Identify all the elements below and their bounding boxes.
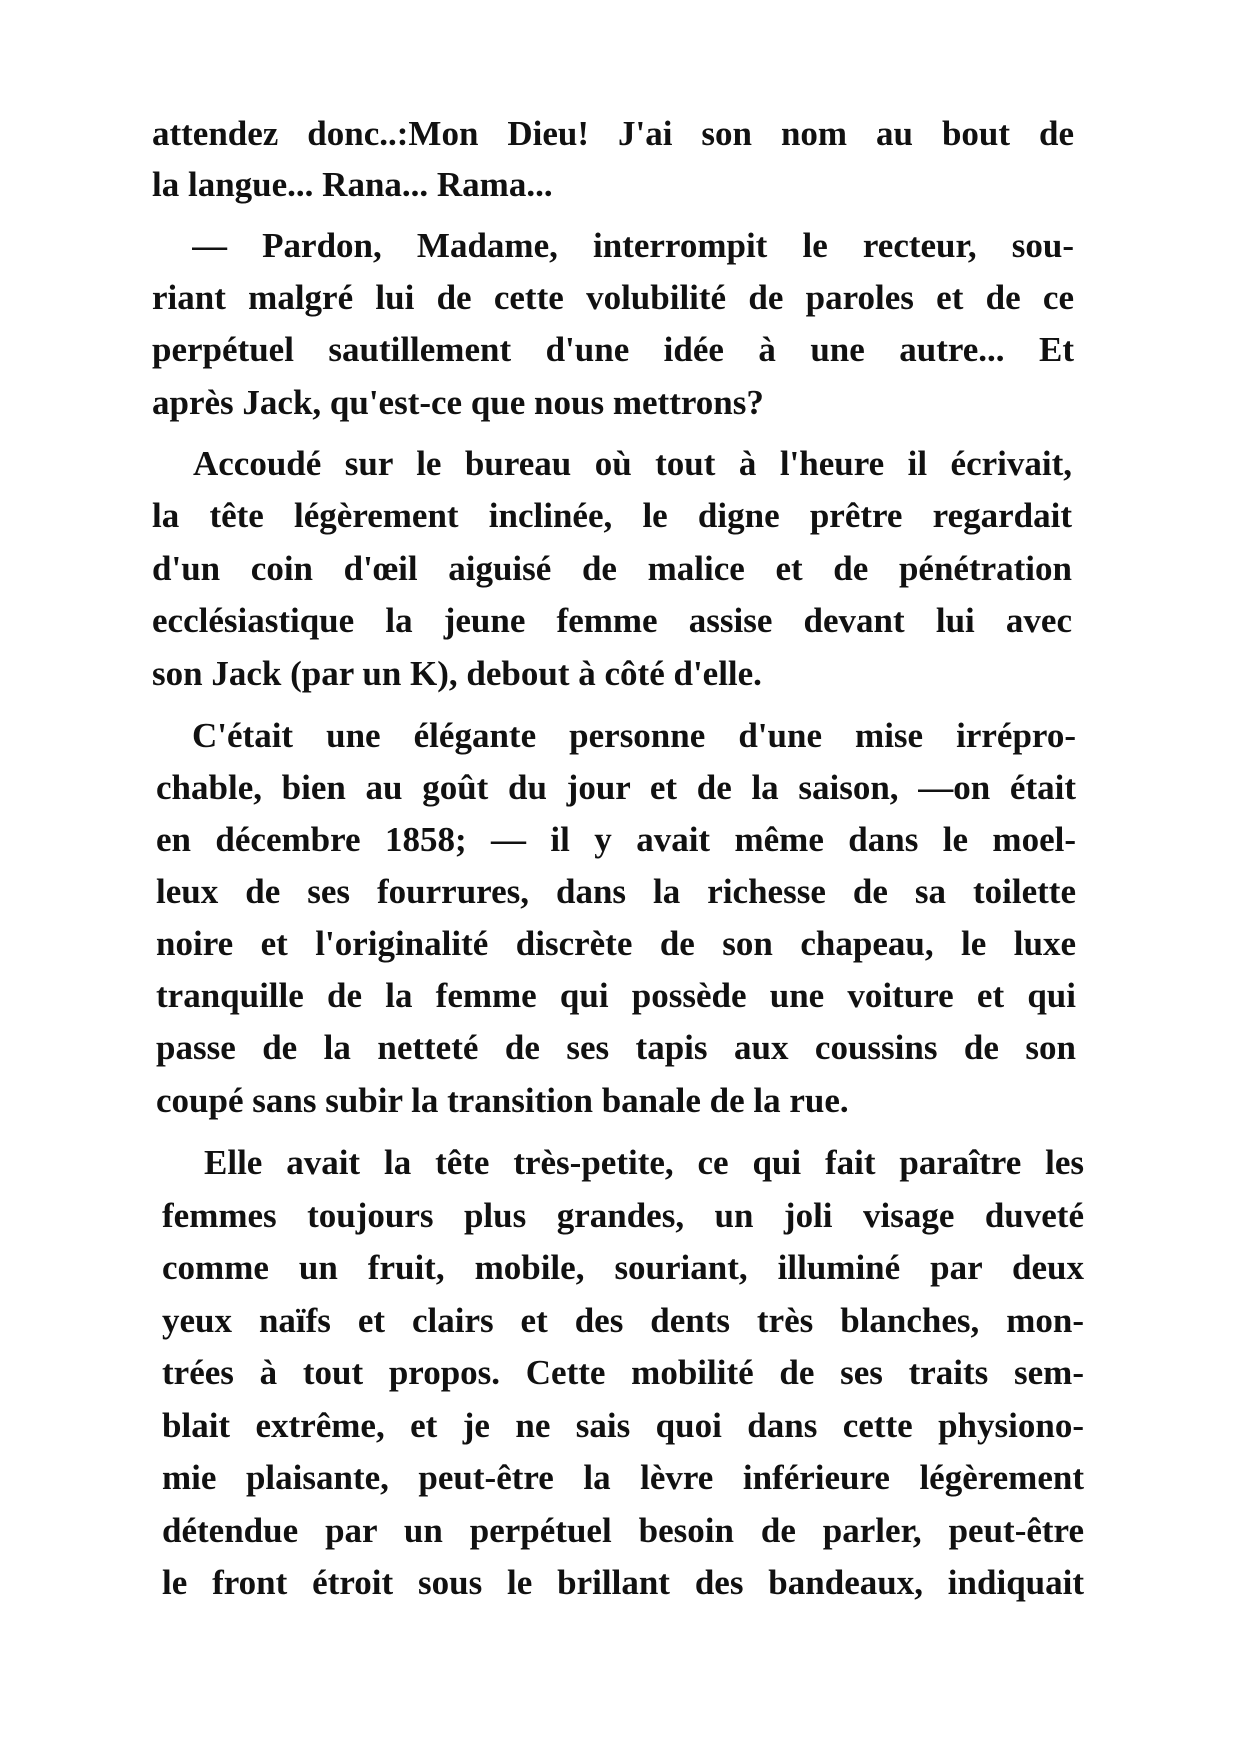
- text-line: femmes toujours plus grandes, un joli visage duveté: [162, 1196, 1084, 1235]
- text-line: perpétuel sautillement d'une idée à une autre... Et: [152, 330, 1074, 369]
- text-line: en décembre 1858; — il y avait même dans le moel-: [156, 820, 1076, 859]
- text-line: d'un coin d'œil aiguisé de malice et de pénétration: [152, 549, 1072, 588]
- text-line: passe de la netteté de ses tapis aux coussins de son: [156, 1028, 1076, 1067]
- text-line: C'était une élégante personne d'une mise irrépro-: [192, 716, 1076, 755]
- text-line: coupé sans subir la transition banale de la rue.: [156, 1081, 849, 1120]
- text-line: Accoudé sur le bureau où tout à l'heure il écrivait,: [193, 444, 1072, 483]
- text-line: — Pardon, Madame, interrompit le recteur, sou-: [192, 226, 1074, 265]
- text-line: blait extrême, et je ne sais quoi dans cette physiono-: [162, 1406, 1084, 1445]
- text-line: trées à tout propos. Cette mobilité de ses traits sem-: [162, 1353, 1084, 1392]
- text-line: détendue par un perpétuel besoin de parler, peut-être: [162, 1511, 1084, 1550]
- text-line: attendez donc..:Mon Dieu! J'ai son nom au bout de: [152, 114, 1074, 153]
- text-line: riant malgré lui de cette volubilité de paroles et de ce: [152, 278, 1074, 317]
- text-line: mie plaisante, peut-être la lèvre inférieure légèrement: [162, 1458, 1084, 1497]
- text-line: noire et l'originalité discrète de son chapeau, le luxe: [156, 924, 1076, 963]
- text-line: comme un fruit, mobile, souriant, illuminé par deux: [162, 1248, 1084, 1287]
- text-line: tranquille de la femme qui possède une voiture et qui: [156, 976, 1076, 1015]
- text-line: Elle avait la tête très-petite, ce qui fait paraître les: [204, 1143, 1084, 1182]
- text-line: le front étroit sous le brillant des bandeaux, indiquait: [162, 1563, 1084, 1602]
- text-line: la tête légèrement inclinée, le digne prêtre regardait: [152, 496, 1072, 535]
- text-line: son Jack (par un K), debout à côté d'elle.: [152, 654, 762, 693]
- text-line: la langue... Rana... Rama...: [152, 165, 553, 204]
- text-line: après Jack, qu'est-ce que nous mettrons?: [152, 383, 764, 422]
- text-line: ecclésiastique la jeune femme assise devant lui avec: [152, 601, 1072, 640]
- text-line: yeux naïfs et clairs et des dents très blanches, mon-: [162, 1301, 1084, 1340]
- text-line: leux de ses fourrures, dans la richesse de sa toilette: [156, 872, 1076, 911]
- text-line: chable, bien au goût du jour et de la saison, —on était: [156, 768, 1076, 807]
